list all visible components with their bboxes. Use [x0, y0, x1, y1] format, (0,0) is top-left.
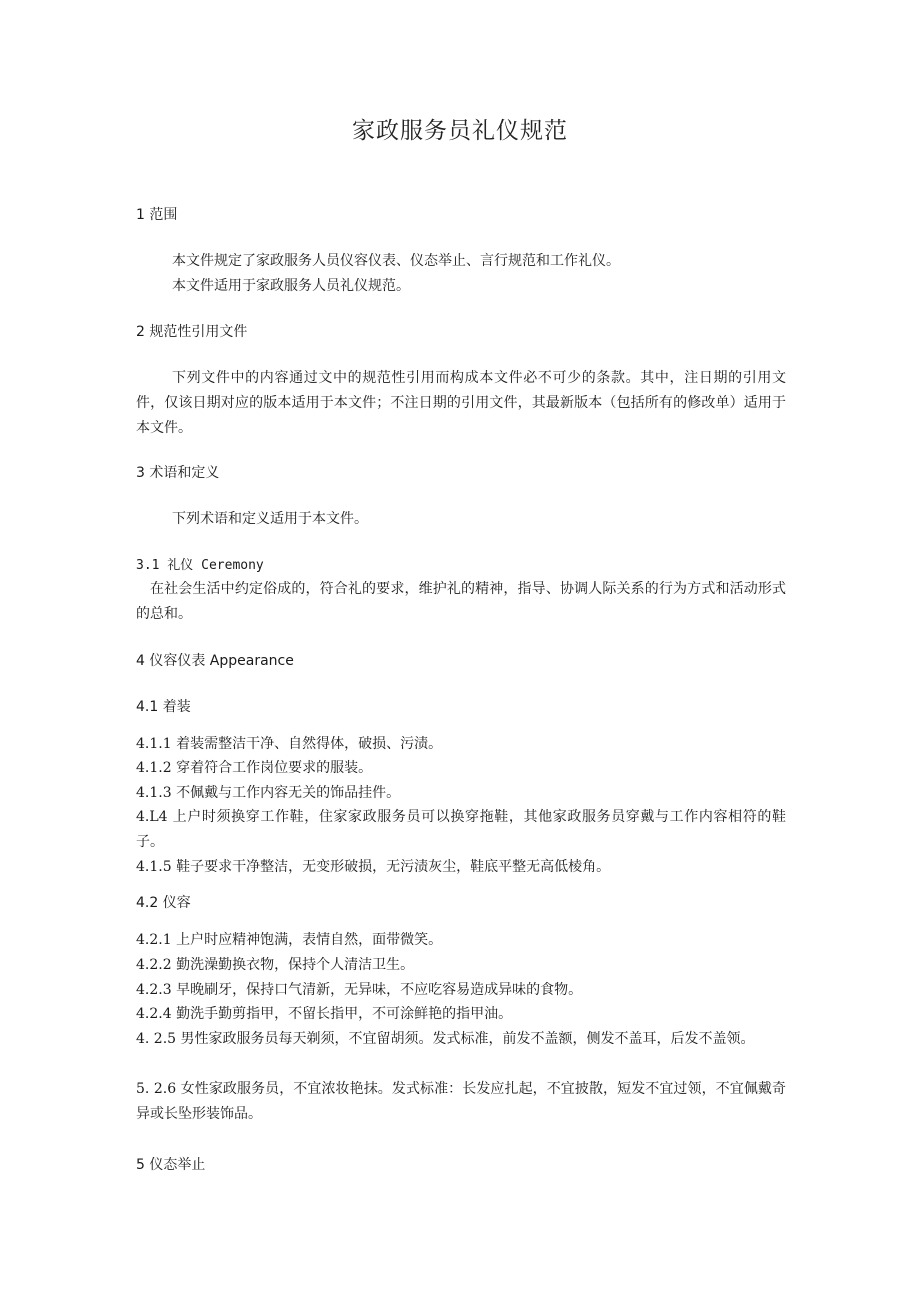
section-3-1-definition: 在社会生活中约定俗成的，符合礼的要求，维护礼的精神，指导、协调人际关系的行为方式和活动形式的总和。 — [136, 581, 786, 622]
list-item: 4.2.1 上户时应精神饱满，表情自然，面带微笑。 — [136, 932, 443, 948]
section-4-2-heading: 4.2 仪容 — [136, 895, 191, 911]
list-item: 4.1.2 穿着符合工作岗位要求的服装。 — [136, 760, 373, 776]
section-2-heading: 2 规范性引用文件 — [136, 324, 248, 340]
list-item: 4.1.1 着装需整洁干净、自然得体，破损、污渍。 — [136, 736, 443, 752]
section-4-1-heading: 4.1 着装 — [136, 699, 191, 715]
list-item: 4.2.4 勤洗手勤剪指甲，不留长指甲，不可涂鲜艳的指甲油。 — [136, 1006, 513, 1022]
list-item: 5. 2.6 女性家政服务员，不宜浓妆艳抹。发式标准：长发应扎起，不宜披散，短发不宜过领，不宜佩戴奇异或长坠形装饰品。 — [136, 1081, 786, 1122]
section-4-heading: 4 仪容仪表 Appearance — [136, 653, 294, 669]
section-1-paragraph-1: 本文件规定了家政服务人员仪容仪表、仪态举止、言行规范和工作礼仪。 — [172, 253, 620, 269]
section-3-heading: 3 术语和定义 — [136, 465, 220, 481]
section-3-paragraph-1: 下列术语和定义适用于本文件。 — [172, 511, 368, 527]
document-title: 家政服务员礼仪规范 — [352, 118, 568, 144]
section-1-heading: 1 范围 — [136, 207, 178, 223]
section-5-heading: 5 仪态举止 — [136, 1157, 206, 1173]
list-item: 4.L4 上户时须换穿工作鞋，住家家政服务员可以换穿拖鞋，其他家政服务员穿戴与工作内容相符的鞋子。 — [136, 809, 786, 850]
list-item: 4.1.3 不佩戴与工作内容无关的饰品挂件。 — [136, 785, 401, 801]
list-item: 4. 2.5 男性家政服务员每天剃须，不宜留胡须。发式标准，前发不盖额，侧发不盖耳，后发不盖领。 — [136, 1031, 755, 1047]
list-item: 4.2.2 勤洗澡勤换衣物，保持个人清洁卫生。 — [136, 957, 415, 973]
section-2-paragraph-1: 下列文件中的内容通过文中的规范性引用而构成本文件必不可少的条款。其中，注日期的引用文件，仅该日期对应的版本适用于本文件；不注日期的引用文件，其最新版本（包括所有的修改单）适用于本文件。 — [136, 370, 786, 436]
list-item: 4.2.3 早晚刷牙，保持口气清新，无异味，不应吃容易造成异味的食物。 — [136, 982, 583, 998]
list-item: 4.1.5 鞋子要求干净整洁，无变形破损，无污渍灰尘，鞋底平整无高低棱角。 — [136, 859, 611, 875]
section-3-1-heading: 3.1 礼仪 Ceremony — [136, 558, 264, 573]
section-1-paragraph-2: 本文件适用于家政服务人员礼仪规范。 — [172, 278, 410, 294]
